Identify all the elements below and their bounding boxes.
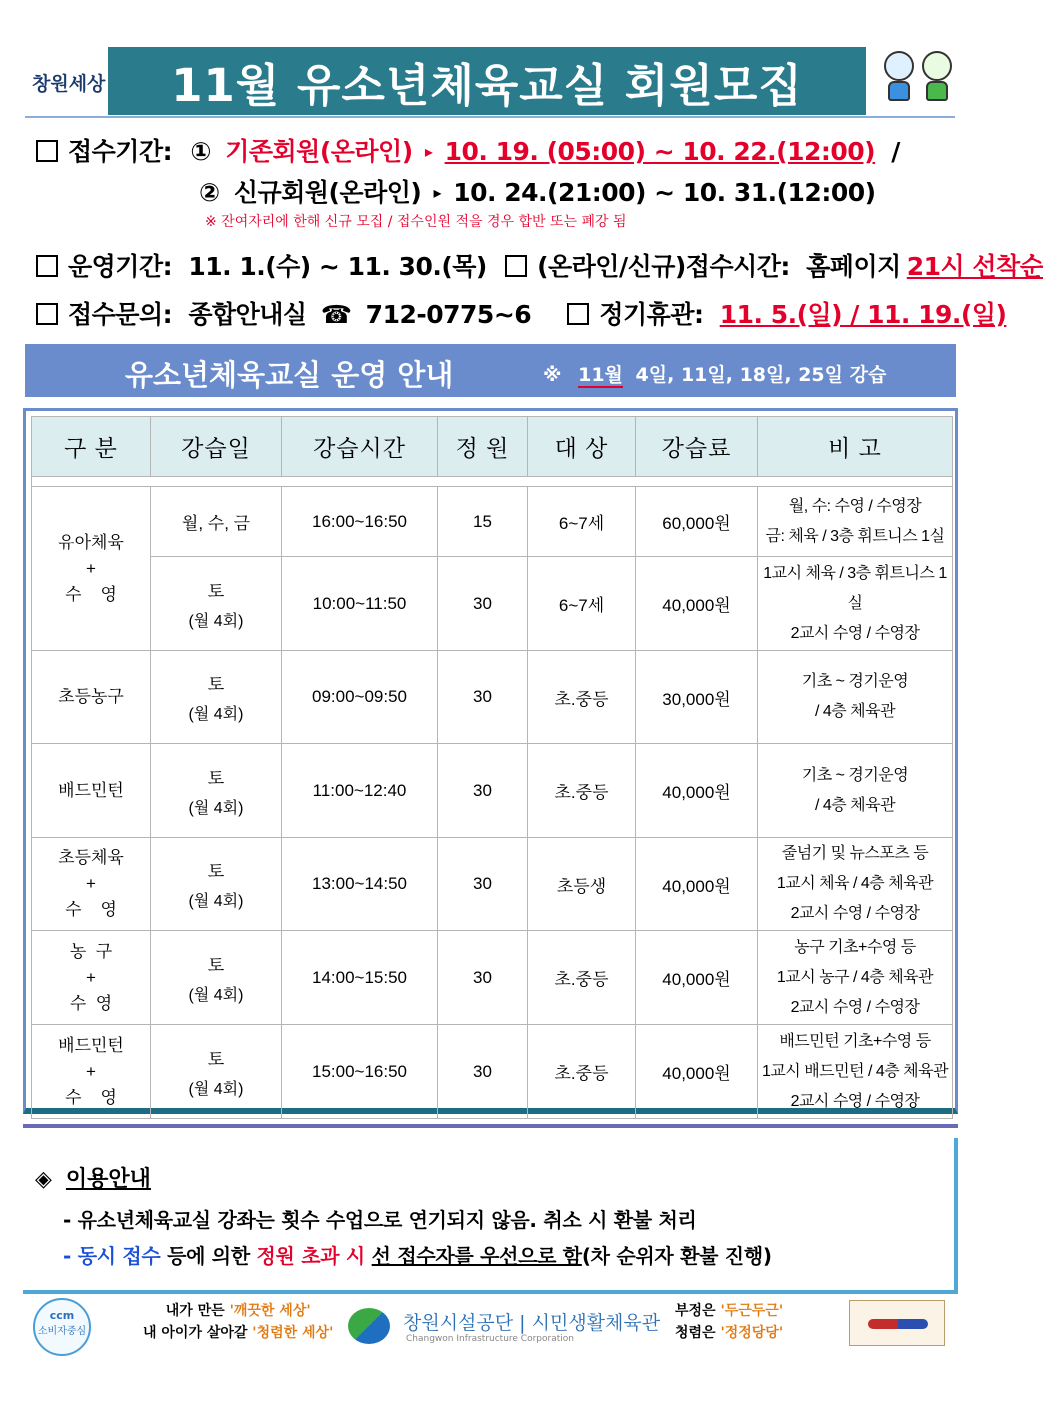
usage-item-1: - 유소년체육교실 강좌는 횟수 수업으로 연기되지 않음. 취소 시 환불 처리 xyxy=(63,1208,697,1232)
city-logo xyxy=(32,59,112,105)
table-header-row xyxy=(32,417,953,477)
table-spacer xyxy=(32,477,953,487)
day-sub-text: (월 4회) xyxy=(188,893,244,910)
note-month: 11월 xyxy=(578,364,623,386)
time-cell: 13:00~14:50 xyxy=(282,838,438,931)
category-line: + xyxy=(86,874,96,893)
category-cell: 초등농구 xyxy=(32,651,151,744)
slogan-right xyxy=(675,1300,783,1344)
closed-label: 정기휴관: xyxy=(599,300,704,329)
category-line: + xyxy=(86,558,96,578)
note-days: 4일, 11일, 18일, 25일 강습 xyxy=(635,364,887,386)
existing-member-label: 기존회원(온라인) xyxy=(225,137,413,166)
day-sub-text: (월 4회) xyxy=(188,706,244,723)
schedule-table xyxy=(31,416,953,1119)
schedule-table-frame xyxy=(23,408,958,1114)
reception-line-1 xyxy=(36,132,900,168)
note-line: 금: 체육 / 3층 휘트니스 1실 xyxy=(765,527,945,545)
day-cell xyxy=(151,651,282,744)
category-line: 초등체육 xyxy=(58,848,124,867)
inquiry-label: 접수문의: xyxy=(68,300,173,329)
table-row xyxy=(32,931,953,1025)
usage-text: (차 순위자 환불 진행) xyxy=(581,1244,772,1268)
target-cell: 초.중등 xyxy=(528,744,636,838)
reception-line-2 xyxy=(199,173,876,209)
closed-days: 11. 5.(일) / 11. 19.(일) xyxy=(719,300,1007,329)
arrow-icon: ▸ xyxy=(424,142,433,161)
day-text: 토 xyxy=(207,955,225,975)
new-period: 10. 24.(21:00) ~ 10. 31.(12:00) xyxy=(453,178,876,207)
header-fee: 강습료 xyxy=(636,417,758,477)
table-row xyxy=(32,557,953,651)
usage-title xyxy=(35,1162,151,1193)
table-row xyxy=(32,838,953,931)
online-time: 21시 선착순 xyxy=(906,252,1043,281)
day-text: 토 xyxy=(207,768,225,788)
day-cell xyxy=(151,931,282,1025)
slogan-left xyxy=(143,1300,333,1344)
usage-highlight-red: 정원 초과 시 xyxy=(256,1244,365,1268)
day-cell xyxy=(151,557,282,651)
day-cell xyxy=(151,744,282,838)
usage-item-2 xyxy=(63,1240,772,1269)
header-time: 강습시간 xyxy=(282,417,438,477)
slogan-text: 청렴은 xyxy=(675,1325,721,1341)
checkbox-icon xyxy=(567,303,589,325)
note-line: 기초 ~ 경기운영 xyxy=(801,766,909,784)
usage-divider xyxy=(23,1124,958,1128)
existing-period: 10. 19. (05:00) ~ 10. 22.(12:00) xyxy=(444,137,876,166)
corporation-name: 창원시설공단 | 시민생활체육관 xyxy=(403,1312,661,1334)
target-cell: 초등생 xyxy=(528,838,636,931)
slogan-text: 내가 만든 xyxy=(165,1303,230,1319)
category-cell xyxy=(32,1025,151,1119)
checkbox-icon xyxy=(505,255,527,277)
online-reception-label: (온라인/신규)접수시간: xyxy=(537,252,790,281)
new-member-label: 신규회원(온라인) xyxy=(233,178,422,207)
target-cell: 6~7세 xyxy=(528,557,636,651)
category-line: 수 영 xyxy=(69,993,113,1013)
day-sub-text: (월 4회) xyxy=(188,1080,244,1098)
fee-cell: 40,000원 xyxy=(636,744,758,838)
time-cell: 11:00~12:40 xyxy=(282,744,438,838)
day-cell: 월, 수, 금 xyxy=(151,487,282,557)
note-line: 2교시 수영 / 수영장 xyxy=(790,1092,920,1110)
separator: / xyxy=(891,137,900,166)
mascot-characters-icon xyxy=(878,51,958,107)
usage-guide xyxy=(23,1138,958,1294)
note-line: / 4층 체육관 xyxy=(814,703,896,720)
capacity-cell: 30 xyxy=(438,744,528,838)
capacity-cell: 30 xyxy=(438,931,528,1025)
online-place: 홈페이지 xyxy=(806,252,901,281)
header-divider xyxy=(25,116,955,118)
note-cell xyxy=(758,931,953,1025)
category-line: 농 구 xyxy=(69,941,113,961)
fee-cell: 40,000원 xyxy=(636,1025,758,1119)
section-header xyxy=(25,344,956,397)
usage-title-text: 이용안내 xyxy=(65,1167,151,1192)
time-cell: 15:00~16:50 xyxy=(282,1025,438,1119)
note-cell xyxy=(758,651,953,744)
note-line: 농구 기초+수영 등 xyxy=(794,938,916,956)
page-header xyxy=(20,45,972,117)
header-day: 강습일 xyxy=(151,417,282,477)
day-sub-text: (월 4회) xyxy=(188,986,244,1004)
day-text: 토 xyxy=(207,862,225,881)
ccm-badge-icon xyxy=(33,1298,91,1356)
note-line: 1교시 체육 / 4층 체육관 xyxy=(776,875,934,892)
target-cell: 초.중등 xyxy=(528,1025,636,1119)
time-cell: 16:00~16:50 xyxy=(282,487,438,557)
fee-cell: 30,000원 xyxy=(636,651,758,744)
capacity-cell: 30 xyxy=(438,557,528,651)
category-cell xyxy=(32,838,151,931)
slogan-highlight: '정정당당' xyxy=(720,1325,784,1341)
target-cell: 초.중등 xyxy=(528,651,636,744)
time-cell: 14:00~15:50 xyxy=(282,931,438,1025)
slogan-highlight: '두근두근' xyxy=(720,1303,784,1319)
certification-seal-icon xyxy=(849,1300,945,1346)
category-line: 수 영 xyxy=(65,1087,117,1107)
operation-label: 운영기간: xyxy=(68,252,173,281)
existing-number: ① xyxy=(190,137,211,166)
city-logo-text: 창원세상 xyxy=(32,72,106,95)
note-mark: ※ xyxy=(543,364,562,386)
fee-cell: 40,000원 xyxy=(636,838,758,931)
day-cell xyxy=(151,838,282,931)
checkbox-icon xyxy=(36,140,58,162)
table-row xyxy=(32,487,953,557)
slogan-highlight: '깨끗한 세상' xyxy=(229,1303,311,1319)
arrow-icon: ▸ xyxy=(433,183,442,202)
table-row xyxy=(32,744,953,838)
diamond-icon: ◈ xyxy=(35,1167,52,1192)
capacity-cell: 30 xyxy=(438,651,528,744)
category-line: 수 영 xyxy=(65,584,117,604)
note-line: 배드민턴 기초+수영 등 xyxy=(779,1032,931,1050)
phone-number: 712-0775~6 xyxy=(365,300,532,329)
inquiry-place: 종합안내실 xyxy=(188,300,307,329)
ccm-sub-text: 소비자중심 xyxy=(37,1326,87,1337)
note-line: 2교시 수영 / 수영장 xyxy=(790,905,920,922)
ccm-text: ccm xyxy=(49,1309,75,1322)
note-line: 1교시 배드민턴 / 4층 체육관 xyxy=(761,1062,949,1080)
usage-underlined: 선 접수자를 우선으로 함 xyxy=(371,1244,582,1268)
category-line: 수 영 xyxy=(65,900,117,919)
header-capacity: 정 원 xyxy=(438,417,528,477)
inquiry-line xyxy=(36,295,1006,331)
category-cell xyxy=(32,487,151,651)
page-title: 11월 유소년체육교실 회원모집 xyxy=(171,58,803,112)
category-cell: 배드민턴 xyxy=(32,744,151,838)
corporation-logo xyxy=(348,1298,661,1354)
day-text: 토 xyxy=(207,1049,225,1069)
corporation-english-name: Changwon Infrastructure Corporation xyxy=(406,1334,574,1344)
table-row xyxy=(32,651,953,744)
note-line: 기초 ~ 경기운영 xyxy=(801,673,909,690)
day-text: 토 xyxy=(207,675,225,694)
checkbox-icon xyxy=(36,255,58,277)
table-row xyxy=(32,1025,953,1119)
day-cell xyxy=(151,1025,282,1119)
fee-cell: 60,000원 xyxy=(636,487,758,557)
note-line: 줄넘기 및 뉴스포츠 등 xyxy=(781,845,929,862)
usage-highlight-blue: 동시 접수 xyxy=(77,1244,161,1268)
footer xyxy=(25,1290,955,1362)
capacity-cell: 30 xyxy=(438,838,528,931)
usage-text: 등에 의한 xyxy=(167,1244,250,1268)
note-cell xyxy=(758,838,953,931)
operation-line xyxy=(36,247,1043,283)
note-line: 1교시 농구 / 4층 체육관 xyxy=(776,968,934,986)
note-cell xyxy=(758,744,953,838)
usage-dash: - xyxy=(63,1244,72,1268)
note-line: 1교시 체육 / 3층 휘트니스 1실 xyxy=(763,564,947,612)
fee-cell: 40,000원 xyxy=(636,931,758,1025)
capacity-cell: 15 xyxy=(438,487,528,557)
day-sub-text: (월 4회) xyxy=(188,612,244,630)
day-sub-text: (월 4회) xyxy=(188,799,244,817)
header-category: 구 분 xyxy=(32,417,151,477)
time-cell: 10:00~11:50 xyxy=(282,557,438,651)
new-number: ② xyxy=(199,178,220,207)
note-line: 월, 수: 수영 / 수영장 xyxy=(788,497,922,515)
header-target: 대 상 xyxy=(528,417,636,477)
mascot-blue-icon xyxy=(882,51,916,103)
page-title-banner xyxy=(108,47,866,115)
category-cell xyxy=(32,931,151,1025)
note-cell xyxy=(758,557,953,651)
category-line: + xyxy=(86,1061,96,1081)
slogan-highlight: '청렴한 세상' xyxy=(252,1325,334,1341)
corporation-emblem-icon xyxy=(348,1308,390,1344)
operation-period: 11. 1.(수) ~ 11. 30.(목) xyxy=(188,252,487,281)
note-line: 2교시 수영 / 수영장 xyxy=(790,624,920,642)
day-text: 토 xyxy=(207,581,225,601)
reception-note: ※ 잔여자리에 한해 신규 모집 / 접수인원 적을 경우 합반 또는 폐강 됨 xyxy=(205,214,627,230)
category-line: 배드민턴 xyxy=(58,1035,124,1055)
time-cell: 09:00~09:50 xyxy=(282,651,438,744)
note-line: / 4층 체육관 xyxy=(814,796,896,814)
section-title: 유소년체육교실 운영 안내 xyxy=(125,358,454,392)
target-cell: 초.중등 xyxy=(528,931,636,1025)
category-line: + xyxy=(86,967,96,987)
header-note: 비 고 xyxy=(758,417,953,477)
section-note xyxy=(543,360,886,387)
phone-icon: ☎ xyxy=(320,300,352,329)
category-line: 유아체육 xyxy=(58,532,124,552)
mascot-green-icon xyxy=(920,51,954,103)
reception-label: 접수기간: xyxy=(68,137,173,166)
note-cell xyxy=(758,1025,953,1119)
note-cell xyxy=(758,487,953,557)
slogan-text: 내 아이가 살아갈 xyxy=(143,1325,253,1341)
target-cell: 6~7세 xyxy=(528,487,636,557)
slogan-text: 부정은 xyxy=(675,1303,721,1319)
note-line: 2교시 수영 / 수영장 xyxy=(790,998,920,1016)
fee-cell: 40,000원 xyxy=(636,557,758,651)
checkbox-icon xyxy=(36,303,58,325)
capacity-cell: 30 xyxy=(438,1025,528,1119)
